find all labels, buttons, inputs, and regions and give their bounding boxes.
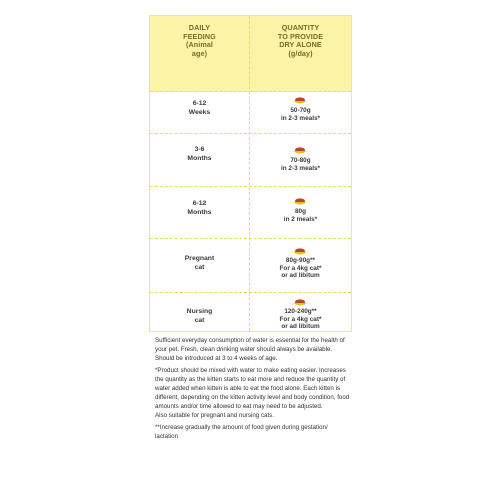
header-daily-feeding: DAILY FEEDING (Animal age) <box>183 23 216 58</box>
feeding-guide-card <box>149 15 352 487</box>
row-divider <box>150 238 351 239</box>
row-qty-2: 70-80g in 2-3 meals* <box>280 157 321 172</box>
note-mix: *Product should be mixed with water to make eating easier. Increases the quantity as the kitten starts to eat more and reduce the quantity of water added when kitten is able to eat the food alone. Each kitten is different, depending on the kitten activity level and body condition, food amounts and/or time allowed to eat may need to be adjusted. <box>155 367 350 410</box>
food-bowl-icon <box>292 248 308 257</box>
row-age-2: 3-6 Months <box>187 146 212 162</box>
row-age-1: 6-12 Weeks <box>188 100 211 116</box>
table-header <box>150 16 351 92</box>
row-age-4: Pregnant cat <box>184 255 215 271</box>
food-bowl-icon <box>292 147 308 156</box>
row-qty-4: 80g-90g** For a 4kg cat* or ad libitum <box>279 257 322 280</box>
header-quantity: QUANTITY TO PROVIDE DRY ALONE (g/day) <box>277 23 324 58</box>
row-age-3: 6-12 Months <box>187 200 212 216</box>
note-pregnant: Also suitable for pregnant and nursing cats. <box>155 412 275 419</box>
feeding-notes <box>155 336 351 444</box>
row-qty-3: 80g in 2 meals* <box>283 208 318 223</box>
food-bowl-icon <box>292 299 308 308</box>
note-gestation: **Increase gradually the amount of food given during gestation/ lactation <box>155 424 328 440</box>
row-age-5: Nursing cat <box>186 308 213 324</box>
column-divider <box>249 16 250 331</box>
row-divider <box>150 133 351 134</box>
row-divider <box>150 292 351 293</box>
row-qty-1: 50-70g in 2-3 meals* <box>280 107 321 122</box>
food-bowl-icon <box>292 97 308 106</box>
feeding-table <box>149 15 352 332</box>
row-qty-5: 120-240g** For a 4kg cat* or ad libitum <box>279 308 322 331</box>
row-divider <box>150 186 351 187</box>
note-water: Sufficient everyday consumption of water is essential for the health of your pet. Fresh, clean drinking water should always be available. Should be introduced at 3 to 4 weeks of age. <box>155 337 345 362</box>
food-bowl-icon <box>292 198 308 207</box>
